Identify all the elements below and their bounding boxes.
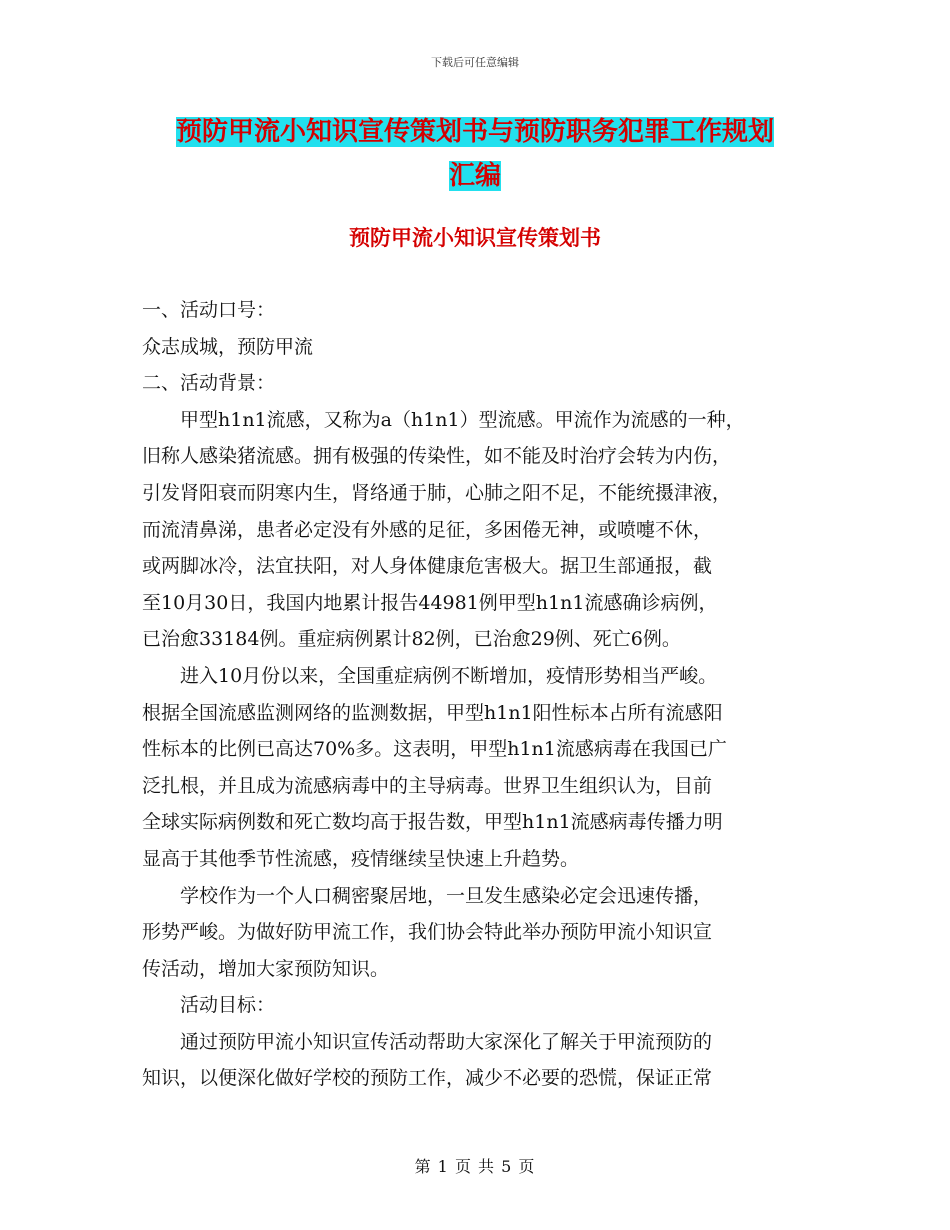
text-line: 引发肾阳衰而阴寒内生，肾络通于肺，心肺之阳不足，不能统摄津液，: [142, 481, 732, 504]
text-line: 泛扎根，并且成为流感病毒中的主导病毒。世界卫生组织认为，目前: [142, 774, 713, 797]
text-line: 传活动，增加大家预防知识。: [142, 957, 390, 980]
text-line: 性标本的比例已高达70%多。这表明，甲型h1n1流感病毒在我国已广: [142, 738, 727, 761]
paragraph-background-2: [142, 658, 810, 878]
paragraph-background-1: [142, 402, 810, 658]
text-line: 学校作为一个人口稠密聚居地，一旦发生感染必定会迅速传播，: [142, 884, 713, 907]
document-title-line1: 预防甲流小知识宣传策划书与预防职务犯罪工作规划: [175, 117, 774, 147]
text-line: 根据全国流感监测网络的监测数据，甲型h1n1阳性标本占所有流感阳: [142, 701, 723, 724]
document-body: [142, 292, 810, 1097]
heading-goal: 活动目标：: [142, 994, 276, 1017]
slogan-text: 众志成城，预防甲流: [142, 335, 314, 358]
paragraph-goal: [142, 1024, 810, 1097]
text-line: 至10月30日，我国内地累计报告44981例甲型h1n1流感确诊病例，: [142, 591, 718, 614]
text-line: 或两脚冰冷，法宜扶阳，对人身体健康危害极大。据卫生部通报，截: [142, 555, 713, 578]
text-line: 已治愈33184例。重症病例累计82例，已治愈29例、死亡6例。: [142, 628, 681, 651]
text-line: 甲型h1n1流感，又称为a（h1n1）型流感。甲流作为流感的一种，: [142, 408, 745, 431]
text-line: 而流清鼻涕，患者必定没有外感的足征，多困倦无神，或喷嚏不休，: [142, 518, 713, 541]
text-line: 进入10月份以来，全国重症病例不断增加，疫情形势相当严峻。: [142, 664, 718, 687]
text-line: 知识，以便深化做好学校的预防工作，减少不必要的恐慌，保证正常: [142, 1067, 713, 1090]
heading-background: 二、活动背景：: [142, 372, 276, 395]
text-line: 显高于其他季节性流感，疫情继续呈快速上升趋势。: [142, 847, 580, 870]
text-line: 形势严峻。为做好防甲流工作，我们协会特此举办预防甲流小知识宣: [142, 921, 713, 944]
header-note: 下载后可任意编辑: [431, 56, 519, 69]
heading-slogan: 一、活动口号：: [142, 299, 276, 321]
page-footer: 第 1 页 共 5 页: [414, 1157, 536, 1176]
text-line: 全球实际病例数和死亡数均高于报告数，甲型h1n1流感病毒传播力明: [142, 811, 723, 834]
section-title: 预防甲流小知识宣传策划书: [349, 225, 601, 250]
document-title: [140, 110, 810, 198]
text-line: 通过预防甲流小知识宣传活动帮助大家深化了解关于甲流预防的: [142, 1030, 713, 1053]
document-title-line2: 汇编: [448, 161, 501, 191]
paragraph-school: [142, 878, 810, 988]
text-line: 旧称人感染猪流感。拥有极强的传染性，如不能及时治疗会转为内伤，: [142, 445, 732, 468]
